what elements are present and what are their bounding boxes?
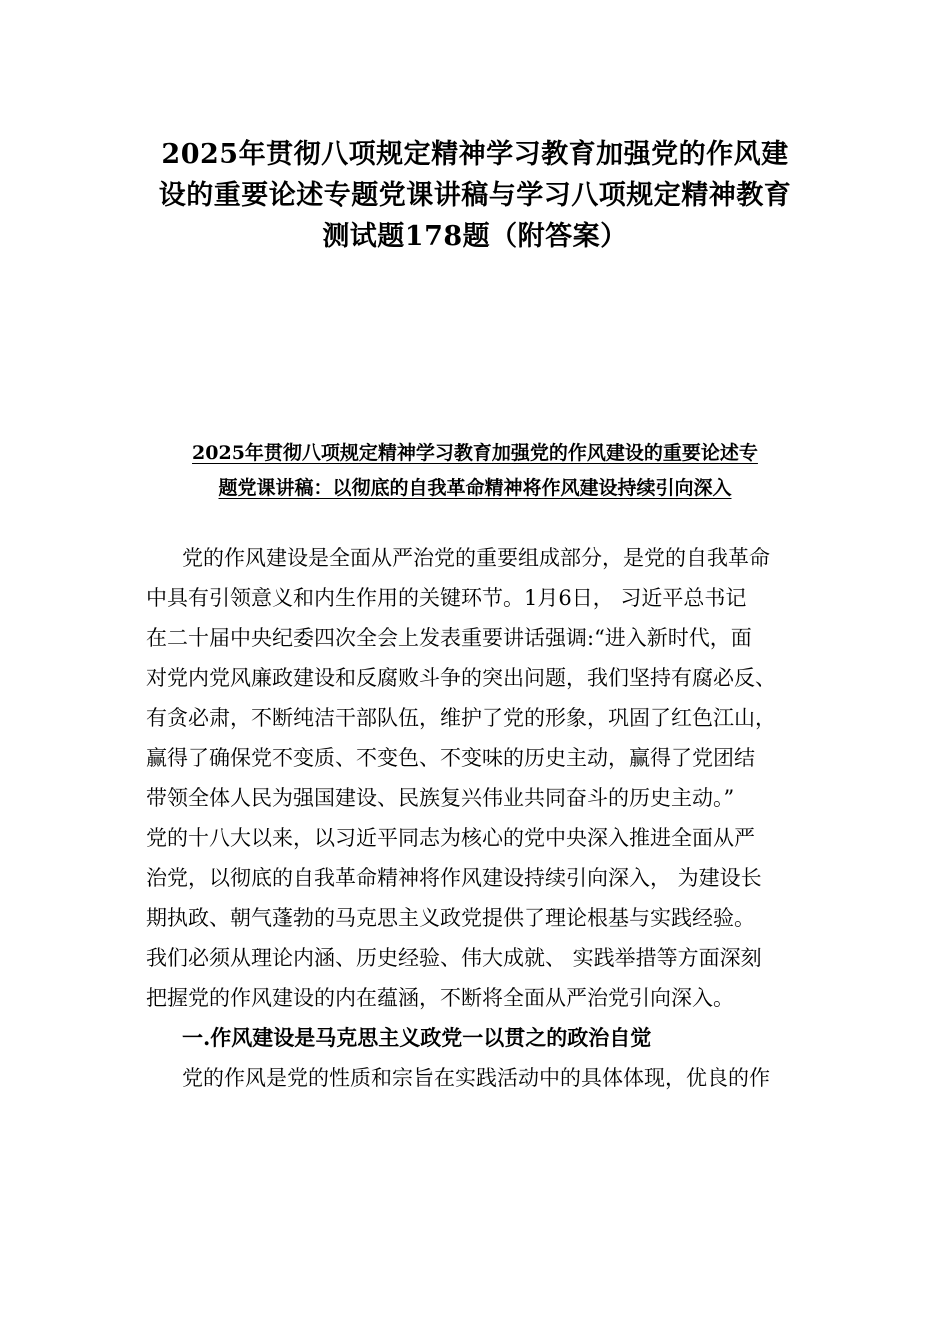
body-line: 对党内党风廉政建设和反腐败斗争的突出问题，我们坚持有腐必反、: [146, 666, 776, 690]
document-title-line: 设的重要论述专题党课讲稿与学习八项规定精神教育: [158, 180, 792, 211]
body-line: 我们必须从理论内涵、历史经验、伟大成就、 实践举措等方面深刻: [146, 946, 762, 970]
document-title-line: 2025年贯彻八项规定精神学习教育加强党的作风建: [161, 139, 789, 170]
section-heading-line: 2025年贯彻八项规定精神学习教育加强党的作风建设的重要论述专: [192, 442, 758, 464]
section-heading-line: 题党课讲稿：以彻底的自我革命精神将作风建设持续引向深入: [218, 477, 732, 499]
body-line: 中具有引领意义和内生作用的关键环节。1月6日， 习近平总书记: [146, 586, 747, 610]
body-line: 赢得了确保党不变质、不变色、不变味的历史主动，赢得了党团结: [146, 746, 755, 770]
document-title-line: 测试题178题（附答案）: [322, 221, 628, 252]
body-line: 把握党的作风建设的内在蕴涵，不断将全面从严治党引向深入。: [146, 986, 734, 1010]
body-line: 治党，以彻底的自我革命精神将作风建设持续引向深入， 为建设长: [146, 866, 762, 890]
body-line: 在二十届中央纪委四次全会上发表重要讲话强调:“进入新时代，面: [146, 626, 752, 650]
body-line: 党的十八大以来，以习近平同志为核心的党中央深入推进全面从严: [146, 826, 755, 850]
body-line: 带领全体人民为强国建设、民族复兴伟业共同奋斗的历史主动。”: [146, 786, 735, 810]
body-line: 党的作风建设是全面从严治党的重要组成部分，是党的自我革命: [182, 546, 770, 570]
subheading: 一.作风建设是马克思主义政党一以贯之的政治自觉: [182, 1025, 652, 1050]
body-line: 期执政、朝气蓬勃的马克思主义政党提供了理论根基与实践经验。: [146, 906, 755, 930]
body-line: 党的作风是党的性质和宗旨在实践活动中的具体体现，优良的作: [182, 1066, 770, 1090]
section-heading: [120, 436, 830, 506]
document-title: [120, 134, 830, 257]
body-text: [146, 538, 826, 1098]
body-line: 有贪必肃，不断纯洁干部队伍，维护了党的形象，巩固了红色江山，: [146, 706, 776, 730]
